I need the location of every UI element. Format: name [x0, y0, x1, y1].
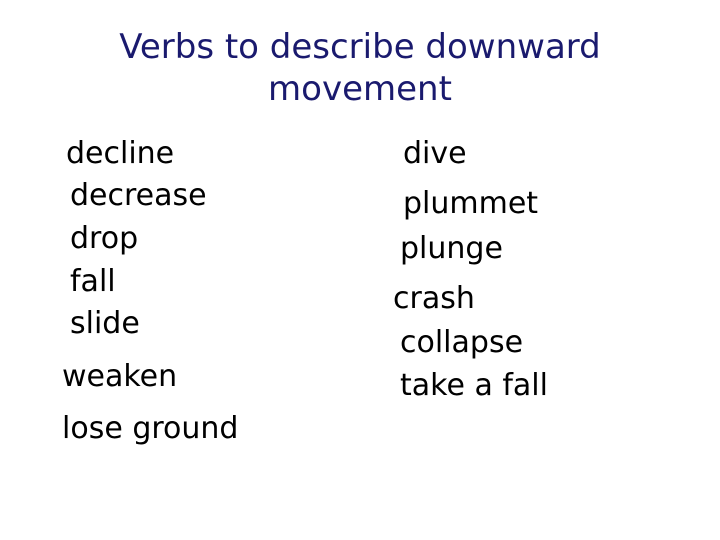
- title-line-2: movement: [268, 69, 452, 109]
- word-weaken: weaken: [62, 359, 178, 394]
- word-dive: dive: [403, 136, 467, 171]
- word-drop: drop: [70, 221, 139, 256]
- slide-title: [0, 26, 720, 110]
- word-decline: decline: [66, 136, 175, 171]
- word-slide: slide: [70, 306, 140, 341]
- word-fall: fall: [70, 264, 116, 299]
- word-collapse: collapse: [400, 325, 524, 360]
- word-plummet: plummet: [403, 186, 539, 221]
- word-plunge: plunge: [400, 231, 503, 266]
- word-lose-ground: lose ground: [62, 411, 239, 446]
- word-take-a-fall: take a fall: [400, 368, 548, 403]
- title-line-1: Verbs to describe downward: [119, 27, 601, 67]
- word-crash: crash: [393, 281, 475, 316]
- word-decrease: decrease: [70, 178, 207, 213]
